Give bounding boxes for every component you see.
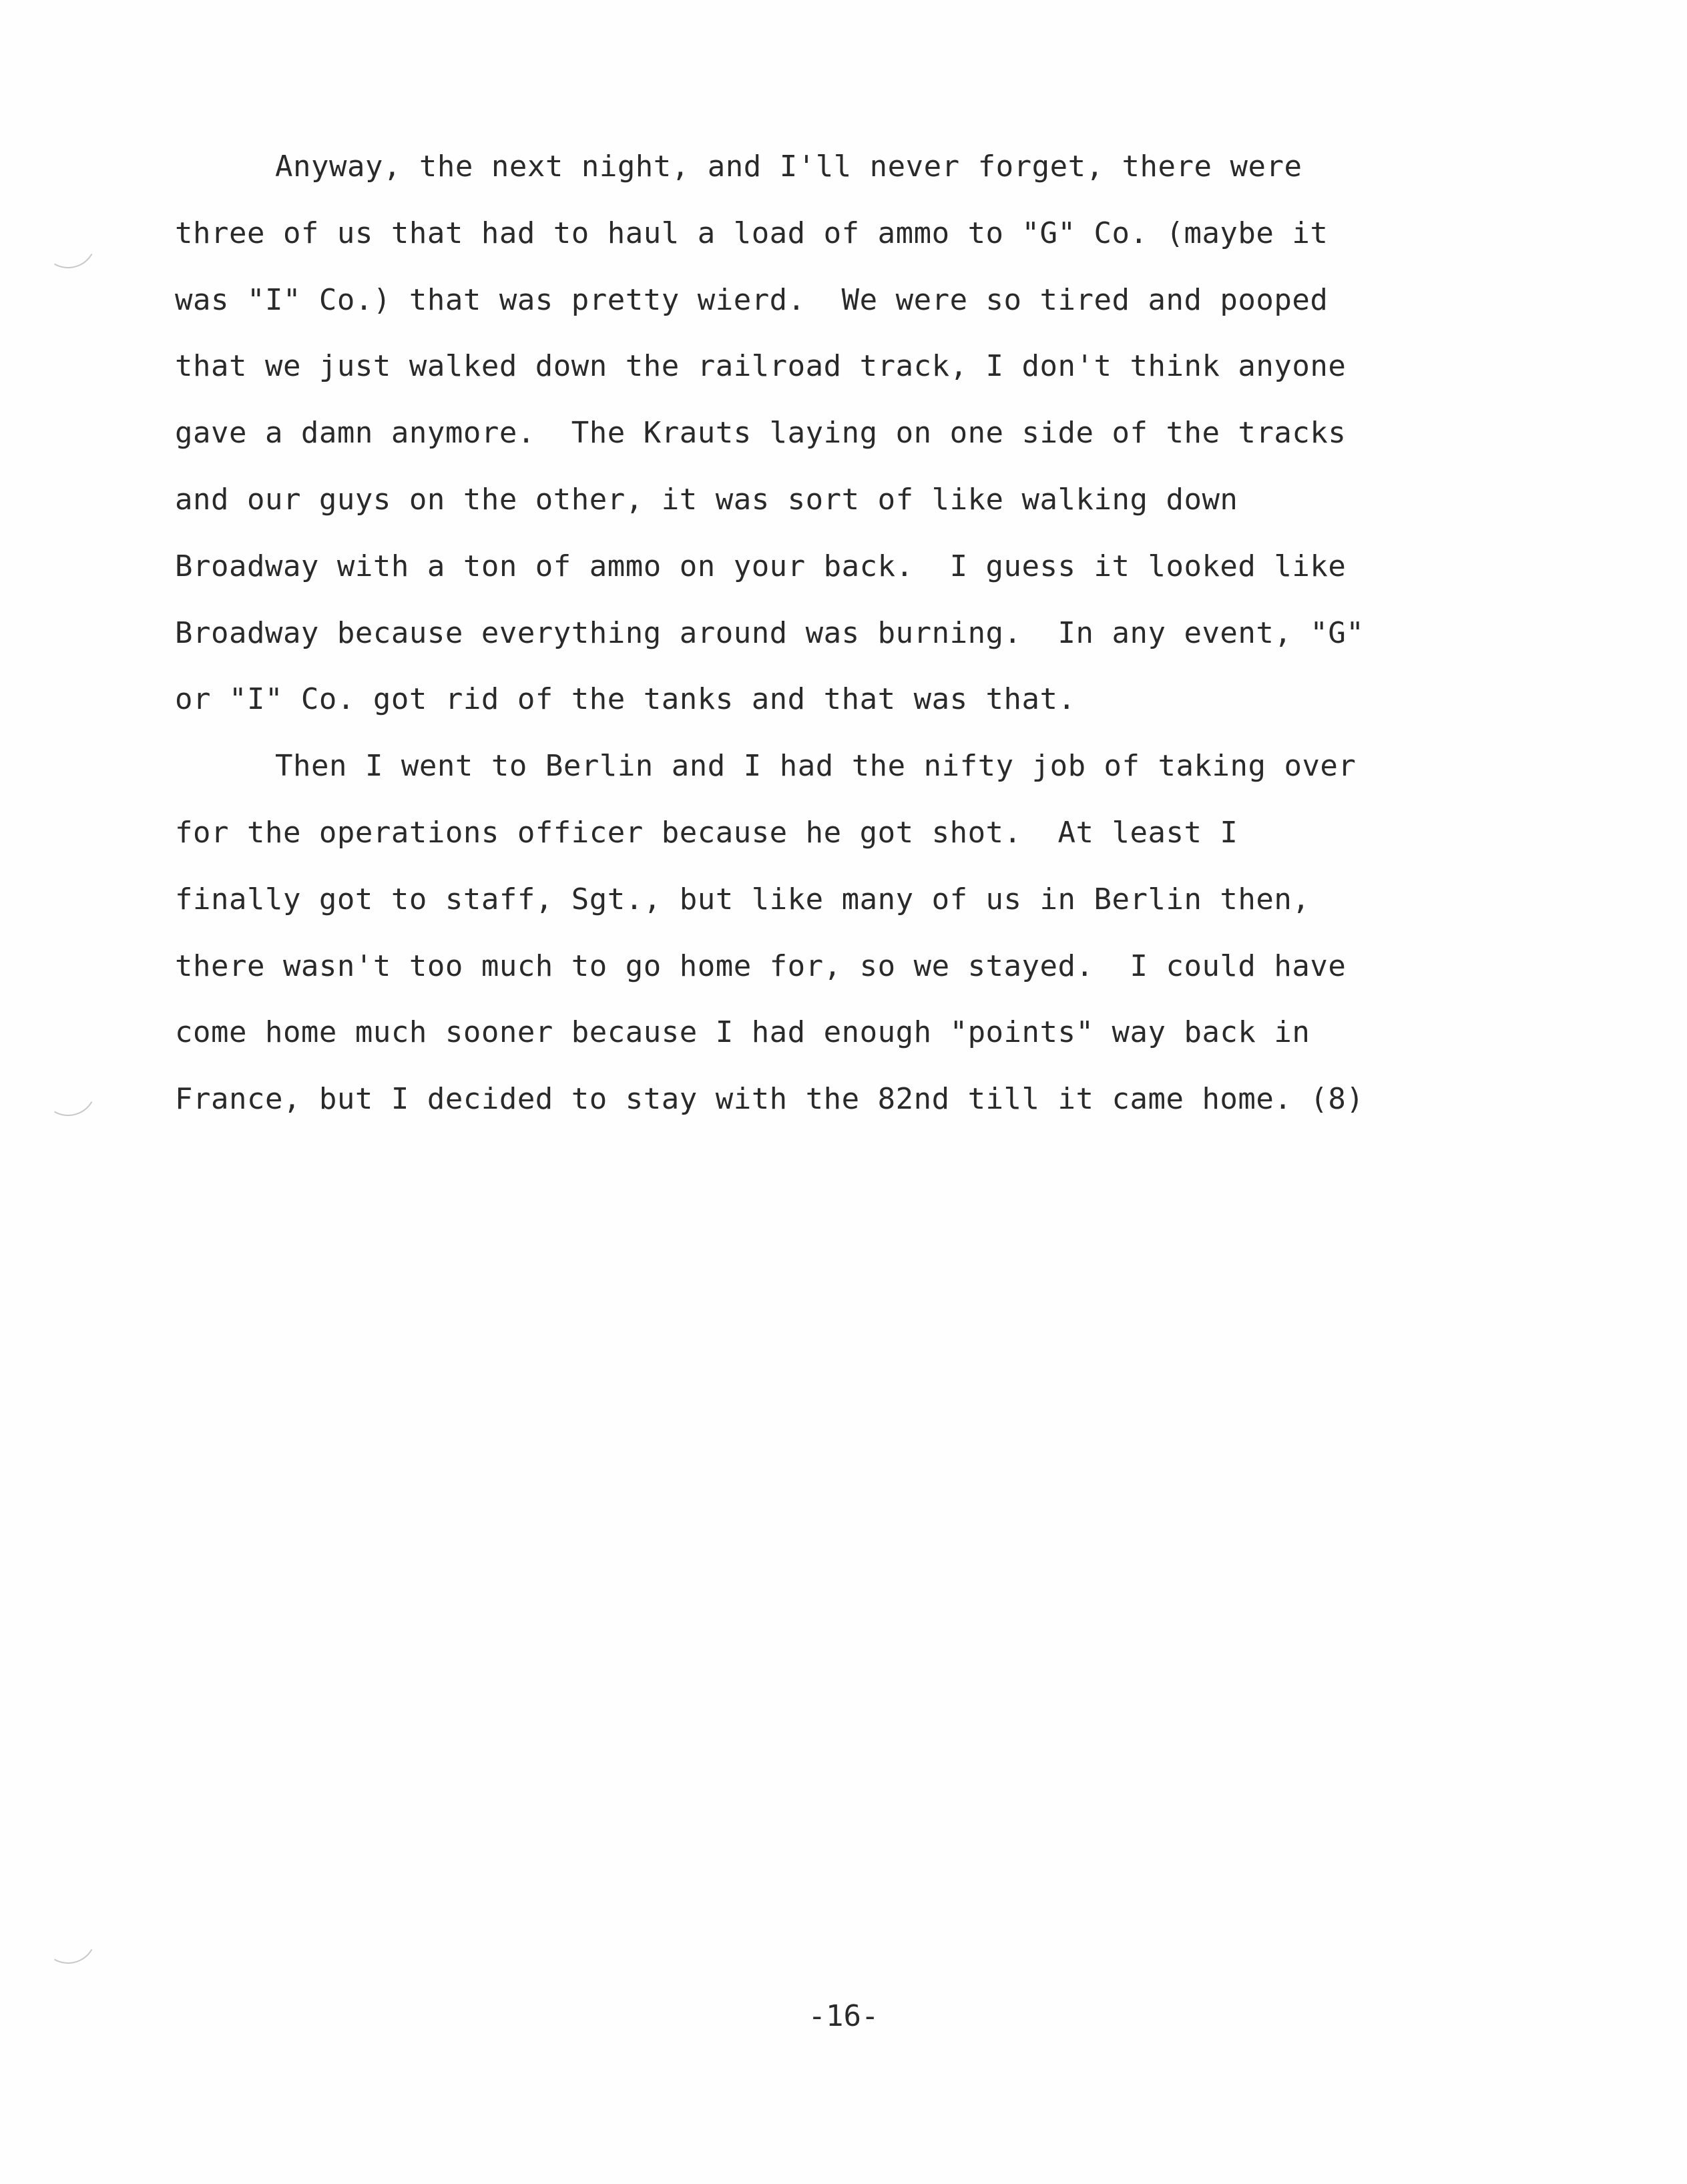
text-line: gave a damn anymore. The Krauts laying on one side of the tracks	[175, 416, 1347, 451]
text-line: was "I" Co.) that was pretty wierd. We were so tired and pooped	[175, 282, 1329, 317]
binder-hole-bottom	[34, 1902, 103, 1970]
text-line: that we just walked down the railroad track, I don't think anyone	[175, 349, 1347, 384]
text-line: Broadway because everything around was burning. In any event, "G"	[175, 615, 1365, 650]
text-line: France, but I decided to stay with the 82nd till it came home. (8)	[175, 1082, 1365, 1117]
binder-hole-top	[34, 206, 103, 275]
text-line: there wasn't too much to go home for, so we stayed. I could have	[175, 948, 1347, 983]
text-line: Anyway, the next night, and I'll never forget, there were	[275, 150, 1302, 184]
text-line: Then I went to Berlin and I had the nifty job of taking over	[275, 749, 1357, 784]
binder-hole-middle	[34, 1054, 103, 1123]
text-line: finally got to staff, Sgt., but like many of us in Berlin then,	[175, 882, 1310, 916]
document-body	[175, 133, 1517, 1133]
text-line: three of us that had to haul a load of ammo to "G" Co. (maybe it	[175, 216, 1329, 250]
text-line: for the operations officer because he got shot. At least I	[175, 815, 1238, 850]
text-line: come home much sooner because I had enough "points" way back in	[175, 1015, 1310, 1050]
text-line: Broadway with a ton of ammo on your back. I guess it looked like	[175, 549, 1347, 583]
text-line: or "I" Co. got rid of the tanks and that was that.	[175, 682, 1076, 717]
page-number: -16-	[808, 1999, 879, 2033]
text-line: and our guys on the other, it was sort of like walking down	[175, 482, 1238, 517]
